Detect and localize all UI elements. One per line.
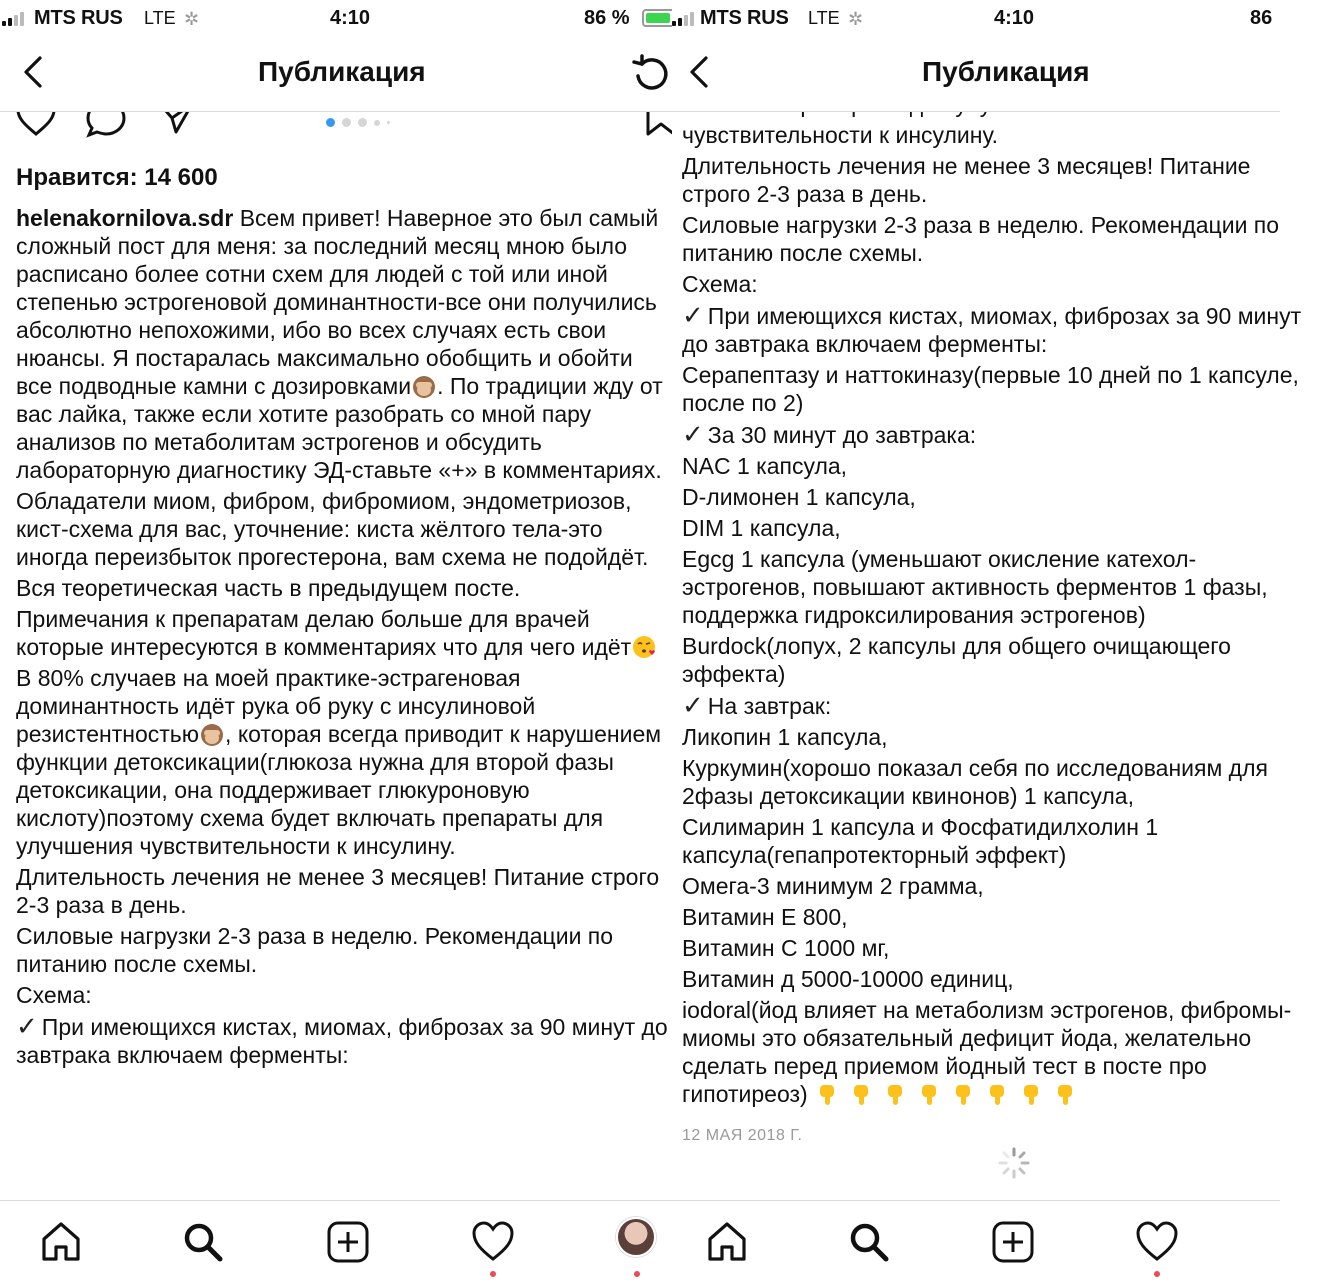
caption-paragraph: Силовые нагрузки 2-3 раза в неделю. Рекомендации по питанию после схемы. [16,923,614,977]
caption-text: Примечания к препаратам делаю больше для врачей которые интересуются в комментариях что для чего идёт [16,606,632,660]
caption-text: В 80% случаев на моей практике-эстрагеновая доминантность идёт рука об руку с инсулиновой резистентностью [16,665,536,747]
right-screenshot [672,0,1302,1280]
caption-text: За 30 минут до завтрака: [707,422,977,448]
carrier: MTS RUS [34,7,123,29]
carousel-dot [326,118,335,127]
caption-paragraph [16,1012,668,1069]
avatar[interactable] [616,1217,656,1257]
caption-line [682,301,1320,358]
caption-line: Ликопин 1 капсула, [682,724,888,750]
check-mark-icon: ✓ [682,300,704,330]
check-mark-icon: ✓ [682,690,704,720]
caption-line: Витамин С 1000 мг, [682,935,890,961]
pointing-down-emoji [814,1081,840,1107]
pointing-down-emoji [848,1081,874,1107]
status-bar [672,0,1280,36]
pointing-down-emoji [916,1081,942,1107]
like-count[interactable]: Нравится: 14 600 [16,164,218,191]
caption-text: При имеющихся кистах, миомах, фиброзах за 90 минут до завтрака включаем ферменты: [16,1014,668,1068]
caption-paragraph: Обладатели миом, фибром, фибромиом, эндометриозов, кист-схема для вас, уточнение: киста жёлтого тела-это иногда переизбыток прогестерона, вам схема не подойдёт. [16,488,649,570]
pointing-down-emoji [1052,1081,1078,1107]
caption-text: На завтрак: [707,693,832,719]
heart-icon [1134,1219,1180,1265]
activity-spinner-icon: ✲ [184,9,200,29]
caption-line: Серапептазу и наттокиназу(первые 10 дней по 1 капсуле, после по 2) [682,362,1299,416]
see-no-evil-monkey-emoji [199,721,225,747]
author-username[interactable]: helenakornilova.sdr [16,205,234,231]
tab-activity[interactable] [470,1219,516,1265]
carousel-indicator [326,118,390,127]
caption-line [682,420,1320,449]
battery-percent: 86 [1250,7,1273,29]
rotate-icon[interactable] [630,52,674,96]
clock: 4:10 [330,7,371,29]
tab-activity[interactable] [1134,1219,1180,1265]
caption-line: Длительность лечения не менее 3 месяцев! Питание строго 2-3 раза в день. [682,153,1251,207]
activity-spinner-icon: ✲ [848,9,864,29]
page-title: Публикация [922,56,1090,87]
carousel-dot [374,120,380,126]
post-actions [0,112,672,152]
add-post-icon[interactable] [990,1219,1036,1265]
pointing-down-emoji [950,1081,976,1107]
tab-bar [672,1200,1280,1280]
caption-paragraph [16,664,668,860]
caption-paragraph: Вся теоретическая часть в предыдущем посте. [16,575,521,601]
post-date: 12 МАЯ 2018 Г. [682,1127,803,1144]
nav-bar [672,36,1280,112]
check-mark-icon: ✓ [682,419,704,449]
pointing-down-emoji-row [814,1081,1086,1107]
caption-line: чувствительности к инсулину. [682,122,999,148]
clock: 4:10 [994,7,1035,29]
chevron-left-icon[interactable] [18,52,52,92]
battery-percent: 86 % [584,7,630,29]
carrier: MTS RUS [700,7,789,29]
carousel-dot [358,118,367,127]
caption-line: Схема: [682,271,758,297]
caption-line: Омега-3 минимум 2 грамма, [682,873,984,899]
caption-line [682,691,1320,720]
carousel-dot [387,121,390,124]
caption-line: Витамин Е 800, [682,904,848,930]
notification-dot [1154,1271,1160,1277]
carousel-dot [342,118,351,127]
caption-line: Куркумин(хорошо показал себя по исследованиям для 2фазы детоксикации квинонов) 1 капсула, [682,755,1268,809]
post-content [0,112,672,1200]
page-title: Публикация [258,56,426,87]
notification-dot [490,1271,496,1277]
pointing-down-emoji [1018,1081,1044,1107]
caption-line [682,996,1320,1108]
heart-icon [470,1219,516,1265]
pointing-down-emoji [984,1081,1010,1107]
caption-line: Egcg 1 капсула (уменьшают окисление катехол-эстрогенов, повышают активность ферментов 1 фазы, поддержка гидроксилирования эстрогенов) [682,546,1268,628]
caption-text: iodoral(йод влияет на метаболизм эстрогенов, фибромы-миомы это обязательный дефицит йода, желательно сделать перед приемом йодный тест в посте про гипотиреоз) [682,997,1292,1107]
check-mark-icon: ✓ [16,1011,38,1041]
home-icon[interactable] [704,1219,750,1265]
signal-icon [2,10,28,26]
post-caption [16,204,668,1072]
search-icon[interactable] [180,1219,226,1265]
caption-text: , которая всегда приводит к нарушением функции детоксикации(глюкоза нужна для второй фазы детоксикации, она поддерживает глюкуроновую кислоту)поэтому схема будет включать препараты для улучшения чувствительности к инсулину. [16,721,662,859]
caption-line: Витамин д 5000-10000 единиц, [682,966,1014,992]
see-no-evil-monkey-emoji [411,373,437,399]
caption-line: D-лимонен 1 капсула, [682,484,916,510]
caption-paragraph: Длительность лечения не менее 3 месяцев! Питание строго 2-3 раза в день. [16,864,660,918]
notification-dot [634,1271,640,1277]
add-post-icon[interactable] [325,1219,371,1265]
post-caption [682,90,1320,1150]
caption-text: При имеющихся кистах, миомах, фиброзах за 90 минут до завтрака включаем ферменты: [682,303,1302,357]
loading-spinner-icon [997,1146,1031,1180]
caption-line: Burdock(лопух, 2 капсулы для общего очищающего эффекта) [682,633,1231,687]
status-bar [0,0,672,36]
caption-line: NAC 1 капсула, [682,453,848,479]
caption-line: Силимарин 1 капсула и Фосфатидилхолин 1 капсула(гепапротекторный эффект) [682,814,1159,868]
chevron-left-icon[interactable] [684,52,718,92]
signal-icon [672,10,698,26]
home-icon[interactable] [38,1219,84,1265]
caption-paragraph [16,204,668,484]
caption-text: Всем привет! Наверное это был самый сложный пост для меня: за последний месяц мною было расписано более сотни схем для людей с той или иной степенью эстрогеновой доминантности-все они получились абсолютно непохожими, ибо во всех случаях есть свои нюансы. Я постаралась максимально обобщить и обойти все подводные камни с дозировками [16,205,659,399]
post-content [672,112,1302,1200]
search-icon[interactable] [846,1219,892,1265]
nav-bar [0,36,672,112]
caption-text: . По традиции жду от вас лайка, также если хотите разобрать со мной пару анализов по метаболитам эстрогенов и обсудить лабораторную диагностику ЭД-ставьте «+» в комментариях. [16,373,663,483]
caption-line: Силовые нагрузки 2-3 раза в неделю. Рекомендации по питанию после схемы. [682,212,1280,266]
network-type: LTE [144,8,176,28]
kissing-face-emoji [631,634,657,660]
network-type: LTE [808,8,840,28]
caption-paragraph [16,605,668,661]
caption-paragraph: Схема: [16,982,92,1008]
caption-line: DIM 1 капсула, [682,515,841,541]
tab-bar [0,1200,672,1280]
pointing-down-emoji [882,1081,908,1107]
